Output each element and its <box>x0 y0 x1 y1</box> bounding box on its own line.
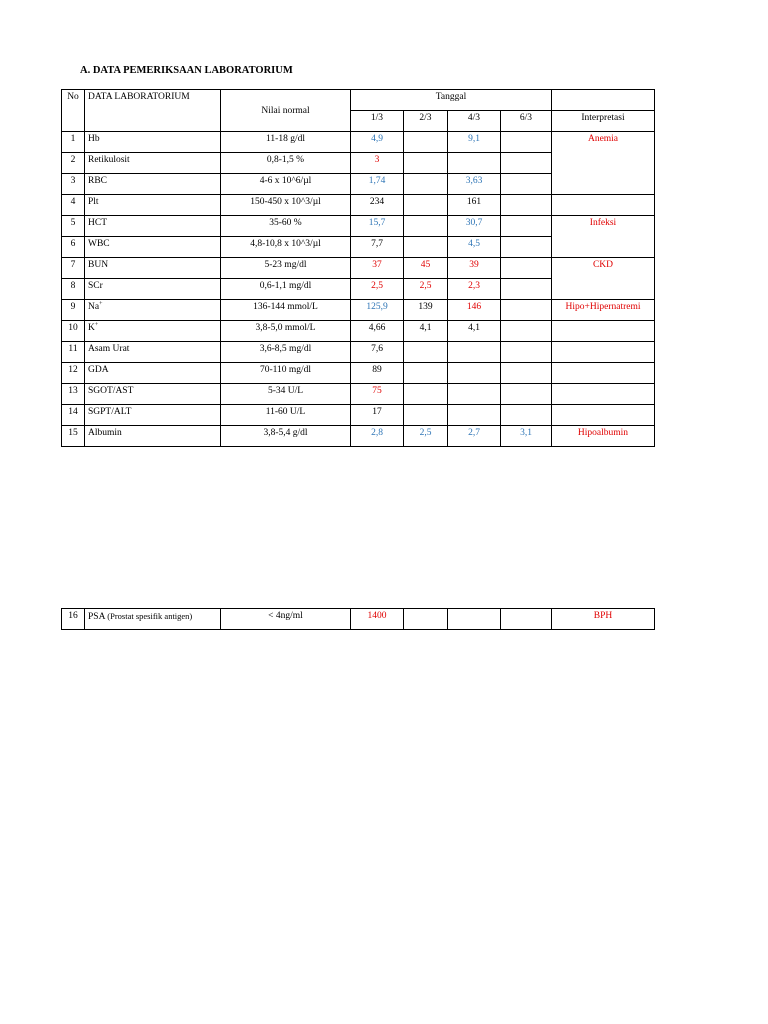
row-value-1: 75 <box>351 384 404 405</box>
row-value-2 <box>404 132 448 153</box>
row-name-text: Asam Urat <box>88 344 130 354</box>
row-value-3: 3,63 <box>448 174 501 195</box>
row-name-text: Albumin <box>88 428 122 438</box>
row-value-3: 30,7 <box>448 216 501 237</box>
row-value-3: 39 <box>448 258 501 279</box>
row-normal: 0,8-1,5 % <box>221 153 351 174</box>
row-value-3 <box>448 384 501 405</box>
row-value-4 <box>501 342 552 363</box>
row-value-1: 15,7 <box>351 216 404 237</box>
row-interpretation: CKD <box>552 258 655 300</box>
row-value-4 <box>501 258 552 279</box>
row-interpretation: BPH <box>552 609 655 630</box>
psa-name: PSA <box>88 612 105 622</box>
row-no: 9 <box>62 300 85 321</box>
row-name <box>85 216 221 237</box>
row-interpretation <box>552 321 655 342</box>
header-interpretasi: Interpretasi <box>552 111 655 132</box>
table-row <box>62 363 655 384</box>
row-name <box>85 426 221 447</box>
row-interpretation <box>552 405 655 426</box>
row-no: 10 <box>62 321 85 342</box>
row-name <box>85 195 221 216</box>
row-value-3: 9,1 <box>448 132 501 153</box>
row-name <box>85 405 221 426</box>
row-normal: 4,8-10,8 x 10^3/µl <box>221 237 351 258</box>
row-value-4 <box>501 321 552 342</box>
row-interpretation: Hipo+Hipernatremi <box>552 300 655 321</box>
row-value-1: 234 <box>351 195 404 216</box>
row-interpretation: Anemia <box>552 132 655 195</box>
row-name <box>85 342 221 363</box>
row-value-1: 4,66 <box>351 321 404 342</box>
row-value-2: 2,5 <box>404 279 448 300</box>
row-interpretation <box>552 195 655 216</box>
row-value-1: 4,9 <box>351 132 404 153</box>
row-value-2 <box>404 405 448 426</box>
row-value-4 <box>501 195 552 216</box>
row-no: 13 <box>62 384 85 405</box>
section-title: A. DATA PEMERIKSAAN LABORATORIUM <box>80 65 293 76</box>
row-no: 15 <box>62 426 85 447</box>
row-name <box>85 237 221 258</box>
row-normal: 0,6-1,1 mg/dl <box>221 279 351 300</box>
header-tanggal: Tanggal <box>351 90 552 111</box>
row-name <box>85 300 221 321</box>
row-value-3: 2,3 <box>448 279 501 300</box>
table-row <box>62 342 655 363</box>
row-value-3 <box>448 609 501 630</box>
row-no: 4 <box>62 195 85 216</box>
row-value-3 <box>448 342 501 363</box>
row-name-text: Hb <box>88 134 100 144</box>
row-value-1: 125,9 <box>351 300 404 321</box>
row-normal: 4-6 x 10^6/µl <box>221 174 351 195</box>
header-nilai-normal: Nilai normal <box>221 90 351 132</box>
row-name-text: Plt <box>88 197 99 207</box>
row-value-2 <box>404 216 448 237</box>
row-value-2 <box>404 195 448 216</box>
psa-table <box>61 608 655 630</box>
row-no: 6 <box>62 237 85 258</box>
row-value-1: 7,7 <box>351 237 404 258</box>
row-value-1: 1400 <box>351 609 404 630</box>
row-name-text: SGPT/ALT <box>88 407 132 417</box>
row-value-3: 4,5 <box>448 237 501 258</box>
row-value-2 <box>404 153 448 174</box>
row-value-4 <box>501 405 552 426</box>
row-value-1: 37 <box>351 258 404 279</box>
row-normal: 150-450 x 10^3/µl <box>221 195 351 216</box>
row-name <box>85 174 221 195</box>
row-value-2 <box>404 174 448 195</box>
row-value-4 <box>501 300 552 321</box>
row-value-2: 139 <box>404 300 448 321</box>
row-name <box>85 384 221 405</box>
table-row <box>62 195 655 216</box>
row-value-1: 3 <box>351 153 404 174</box>
table-row <box>62 426 655 447</box>
row-name-sup: + <box>99 300 103 307</box>
row-value-3 <box>448 363 501 384</box>
row-no: 8 <box>62 279 85 300</box>
row-normal: 5-23 mg/dl <box>221 258 351 279</box>
table-row <box>62 132 655 153</box>
row-value-4 <box>501 609 552 630</box>
row-value-2: 45 <box>404 258 448 279</box>
row-value-3 <box>448 405 501 426</box>
row-name-text: GDA <box>88 365 109 375</box>
row-name-text: K <box>88 323 95 333</box>
row-name-text: RBC <box>88 176 108 186</box>
row-name <box>85 153 221 174</box>
row-normal: 70-110 mg/dl <box>221 363 351 384</box>
row-normal: 11-18 g/dl <box>221 132 351 153</box>
row-name <box>85 363 221 384</box>
row-name-text: SGOT/AST <box>88 386 134 396</box>
row-interpretation <box>552 363 655 384</box>
header-data-laboratorium: DATA LABORATORIUM <box>85 90 221 132</box>
row-normal: 3,8-5,4 g/dl <box>221 426 351 447</box>
row-value-4 <box>501 384 552 405</box>
row-value-1: 1,74 <box>351 174 404 195</box>
row-normal: 11-60 U/L <box>221 405 351 426</box>
row-no: 7 <box>62 258 85 279</box>
row-normal: 3,6-8,5 mg/dl <box>221 342 351 363</box>
row-name <box>85 132 221 153</box>
row-value-3 <box>448 153 501 174</box>
row-interpretation: Infeksi <box>552 216 655 258</box>
row-value-2 <box>404 342 448 363</box>
row-value-4: 3,1 <box>501 426 552 447</box>
row-normal: < 4ng/ml <box>221 609 351 630</box>
row-name <box>85 609 221 630</box>
row-normal: 136-144 mmol/L <box>221 300 351 321</box>
table-row <box>62 216 655 237</box>
row-value-4 <box>501 237 552 258</box>
row-name <box>85 321 221 342</box>
row-value-3: 4,1 <box>448 321 501 342</box>
row-no: 11 <box>62 342 85 363</box>
row-value-1: 17 <box>351 405 404 426</box>
row-value-4 <box>501 153 552 174</box>
row-value-4 <box>501 279 552 300</box>
row-interpretation: Hipoalbumin <box>552 426 655 447</box>
header-date-4: 6/3 <box>501 111 552 132</box>
row-name <box>85 279 221 300</box>
header-date-2: 2/3 <box>404 111 448 132</box>
row-value-4 <box>501 216 552 237</box>
row-value-1: 2,8 <box>351 426 404 447</box>
row-name <box>85 258 221 279</box>
row-name-text: Na <box>88 302 100 312</box>
row-no: 3 <box>62 174 85 195</box>
row-name-text: SCr <box>88 281 103 291</box>
table-row <box>62 300 655 321</box>
row-value-4 <box>501 363 552 384</box>
row-value-2: 4,1 <box>404 321 448 342</box>
row-name-text: BUN <box>88 260 109 270</box>
row-name-text: Retikulosit <box>88 155 130 165</box>
row-value-3: 2,7 <box>448 426 501 447</box>
header-date-3: 4/3 <box>448 111 501 132</box>
header-empty <box>552 90 655 111</box>
row-no: 1 <box>62 132 85 153</box>
row-name-text: WBC <box>88 239 110 249</box>
row-interpretation <box>552 384 655 405</box>
row-value-2 <box>404 609 448 630</box>
header-no: No <box>62 90 85 132</box>
row-value-3: 146 <box>448 300 501 321</box>
table-row <box>62 405 655 426</box>
row-value-1: 2,5 <box>351 279 404 300</box>
row-value-3: 161 <box>448 195 501 216</box>
row-no: 5 <box>62 216 85 237</box>
row-no: 16 <box>62 609 85 630</box>
table-row <box>62 321 655 342</box>
row-no: 12 <box>62 363 85 384</box>
row-name-text: HCT <box>88 218 107 228</box>
row-value-2 <box>404 384 448 405</box>
table-row <box>62 609 655 630</box>
psa-detail: (Prostat spesifik antigen) <box>107 611 193 621</box>
row-interpretation <box>552 342 655 363</box>
row-normal: 3,8-5,0 mmol/L <box>221 321 351 342</box>
row-value-4 <box>501 174 552 195</box>
row-name-sup: + <box>94 321 99 328</box>
row-value-1: 89 <box>351 363 404 384</box>
row-value-2 <box>404 237 448 258</box>
table-row <box>62 258 655 279</box>
row-value-2: 2,5 <box>404 426 448 447</box>
row-normal: 5-34 U/L <box>221 384 351 405</box>
lab-table <box>61 89 655 447</box>
row-no: 14 <box>62 405 85 426</box>
table-row <box>62 384 655 405</box>
row-normal: 35-60 % <box>221 216 351 237</box>
row-value-4 <box>501 132 552 153</box>
row-no: 2 <box>62 153 85 174</box>
row-value-1: 7,6 <box>351 342 404 363</box>
header-date-1: 1/3 <box>351 111 404 132</box>
row-value-2 <box>404 363 448 384</box>
